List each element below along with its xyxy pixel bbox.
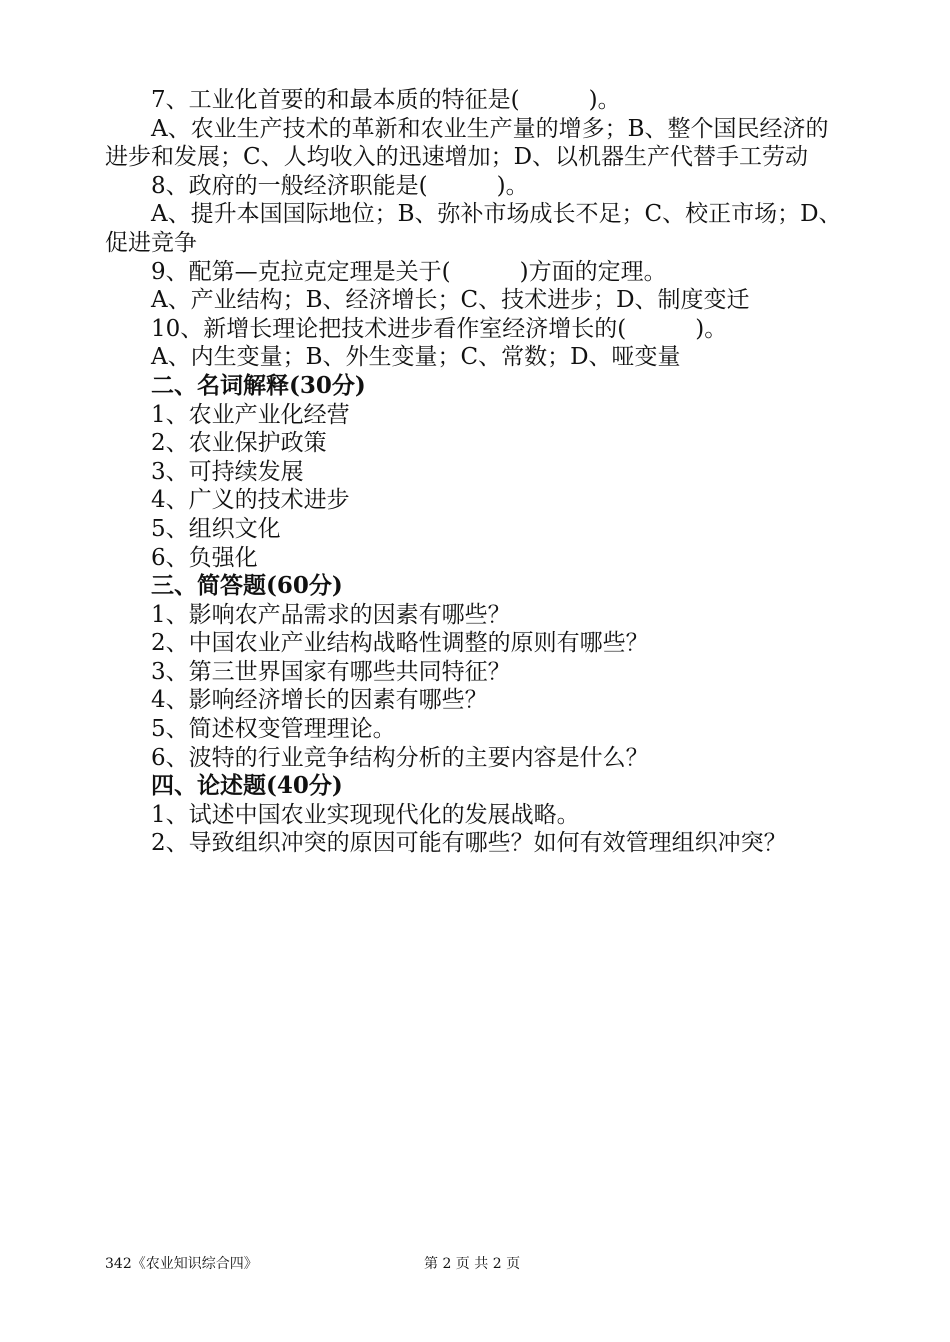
section-3-item: 1、影响农产品需求的因素有哪些？	[151, 601, 511, 628]
section-4-heading: 四、论述题(40分)	[151, 772, 343, 800]
question-9-stem: 9、配第—克拉克定理是关于( )方面的定理。	[151, 258, 667, 285]
section-2-item: 3、可持续发展	[151, 458, 304, 485]
section-4-item: 2、导致组织冲突的原因可能有哪些？如何有效管理组织冲突？	[151, 830, 787, 857]
section-2-item: 4、广义的技术进步	[151, 487, 350, 514]
question-10-options: A、内生变量；B、外生变量；C、常数；D、哑变量	[151, 344, 681, 371]
question-7-options: A、农业生产技术的革新和农业生产量的增多；B、整个国民经济的进步和发展；C、人均收入的迅速增加；D、以机器生产代替手工劳动	[105, 115, 829, 171]
section-3-heading: 三、简答题(60分)	[151, 572, 343, 600]
question-8-options: A、提升本国国际地位；B、弥补市场成长不足；C、校正市场；D、促进竞争	[105, 201, 842, 256]
section-3-item: 6、波特的行业竞争结构分析的主要内容是什么？	[151, 744, 649, 771]
section-2-item: 2、农业保护政策	[151, 430, 327, 457]
section-3-item: 4、影响经济增长的因素有哪些？	[151, 687, 488, 714]
question-7-stem: 7、工业化首要的和最本质的特征是( )。	[151, 87, 621, 113]
section-2-heading: 二、名词解释(30分)	[151, 371, 366, 399]
question-10-stem: 10、新增长理论把技术进步看作室经济增长的( )。	[151, 315, 728, 342]
question-8-stem: 8、政府的一般经济职能是( )。	[151, 172, 529, 199]
section-3-item: 3、第三世界国家有哪些共同特征？	[151, 658, 511, 685]
section-2-item: 6、负强化	[151, 544, 258, 571]
footer-exam-code: 342《农业知识综合四》	[105, 1256, 258, 1272]
section-3-item: 2、中国农业产业结构战略性调整的原则有哪些？	[151, 630, 649, 657]
footer-page-number: 第 2 页 共 2 页	[424, 1256, 521, 1272]
section-2-item: 5、组织文化	[151, 515, 281, 542]
question-9-options: A、产业结构；B、经济增长；C、技术进步；D、制度变迁	[151, 287, 750, 314]
exam-content	[105, 86, 850, 858]
section-4-item: 1、试述中国农业实现现代化的发展战略。	[151, 801, 580, 828]
section-3-item: 5、简述权变管理理论。	[151, 716, 396, 743]
section-2-item: 1、农业产业化经营	[151, 401, 350, 428]
